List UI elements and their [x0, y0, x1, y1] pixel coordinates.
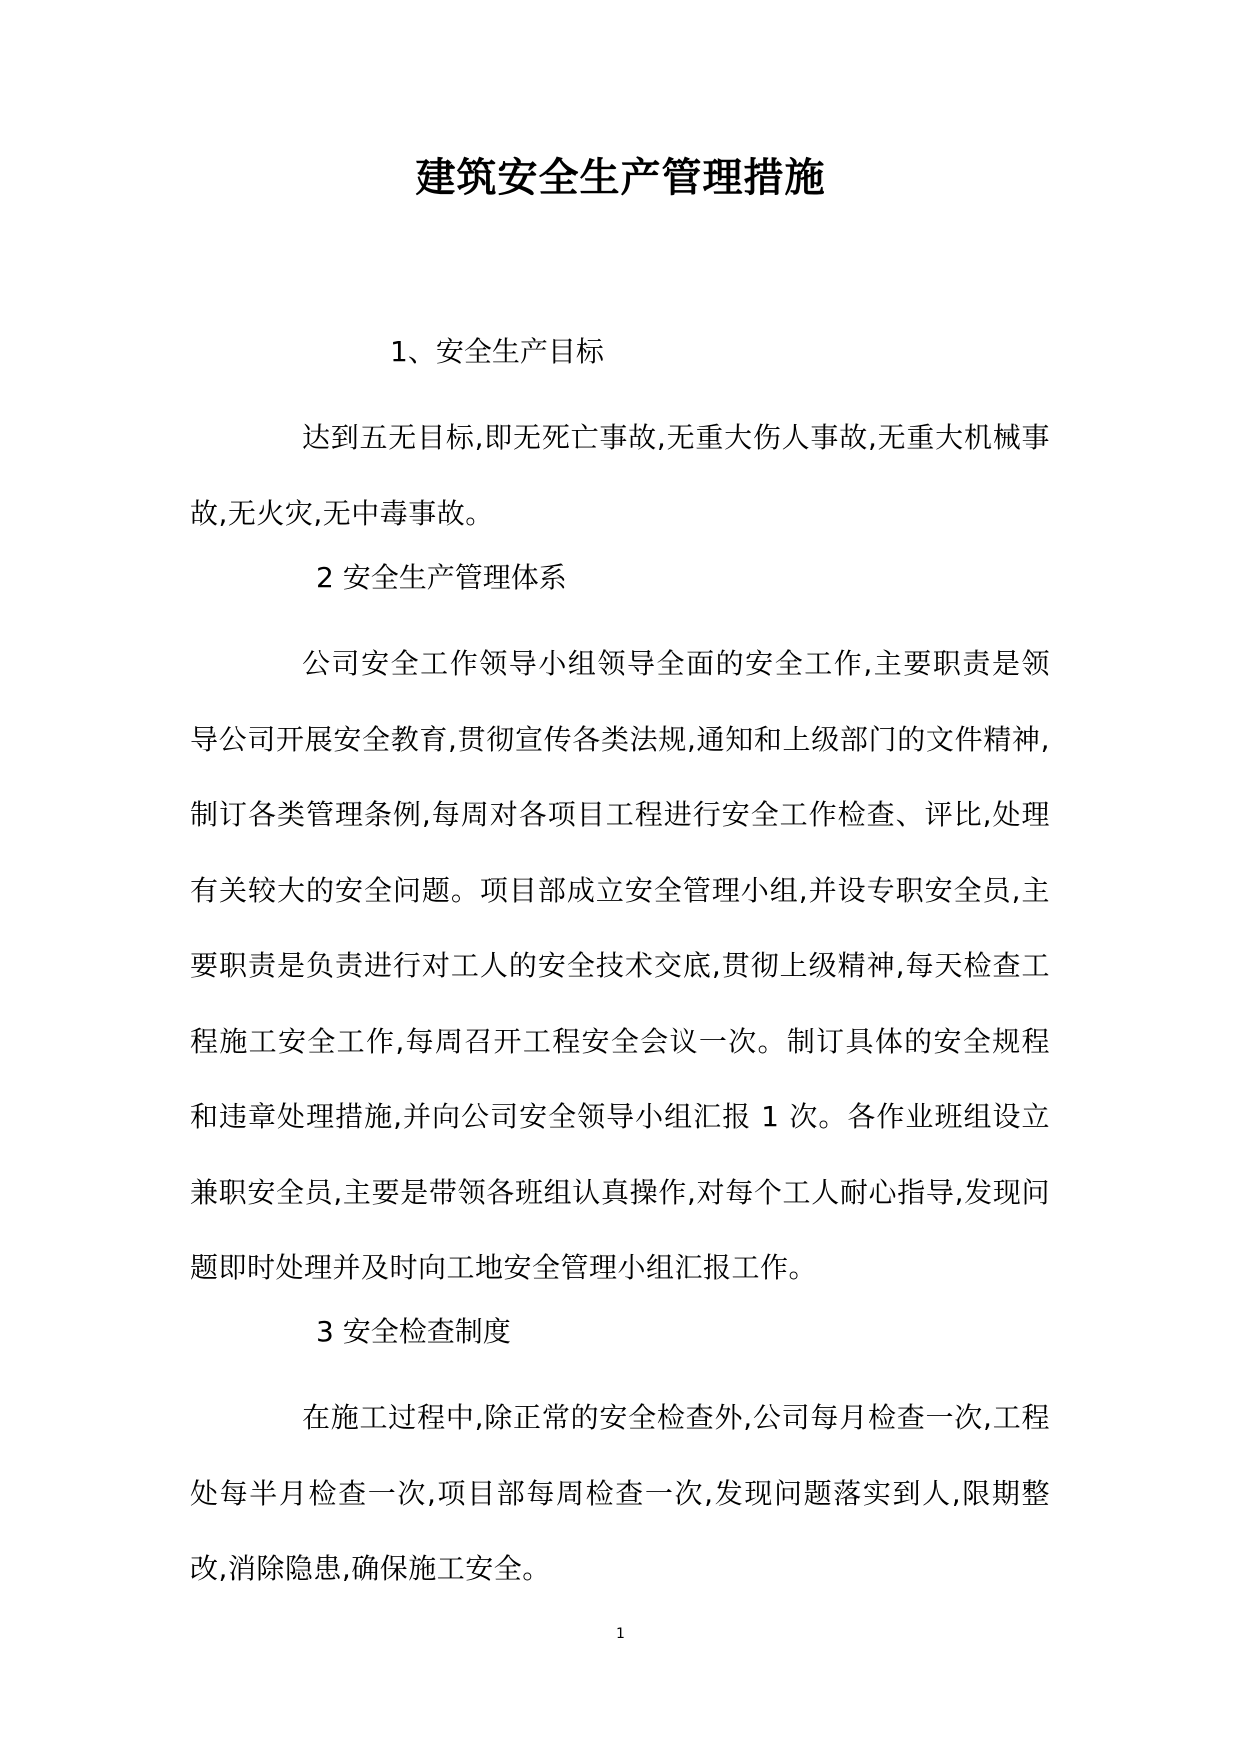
section-heading-3: 3 安全检查制度: [316, 1315, 511, 1348]
section-body-1: 达到五无目标,即无死亡事故,无重大伤人事故,无重大机械事故,无火灾,无中毒事故。: [190, 421, 1050, 530]
section-body-2: 公司安全工作领导小组领导全面的安全工作,主要职责是领导公司开展安全教育,贯彻宣传各类法规,通知和上级部门的文件精神,制订各类管理条例,每周对各项目工程进行安全工作检查、评比,处理有关较大的安全问题。项目部成立安全管理小组,并设专职安全员,主要职责是负责进行对工人的安全技术交底,贯彻上级精神,每天检查工程施工安全工作,每周召开工程安全会议一次。制订具体的安全规程和违章处理措施,并向公司安全领导小组汇报 1 次。各作业班组设立兼职安全员,主要是带领各班组认真操作,对每个工人耐心指导,发现问题即时处理并及时向工地安全管理小组汇报工作。: [190, 647, 1050, 1284]
section-heading-2: 2 安全生产管理体系: [316, 561, 567, 594]
section-heading-1: 1、安全生产目标: [390, 335, 604, 368]
page-number: 1: [616, 1626, 625, 1642]
section-body-3: 在施工过程中,除正常的安全检查外,公司每月检查一次,工程处每半月检查一次,项目部每周检查一次,发现问题落实到人,限期整改,消除隐患,确保施工安全。: [190, 1401, 1050, 1585]
document-title: 建筑安全生产管理措施: [415, 154, 826, 201]
